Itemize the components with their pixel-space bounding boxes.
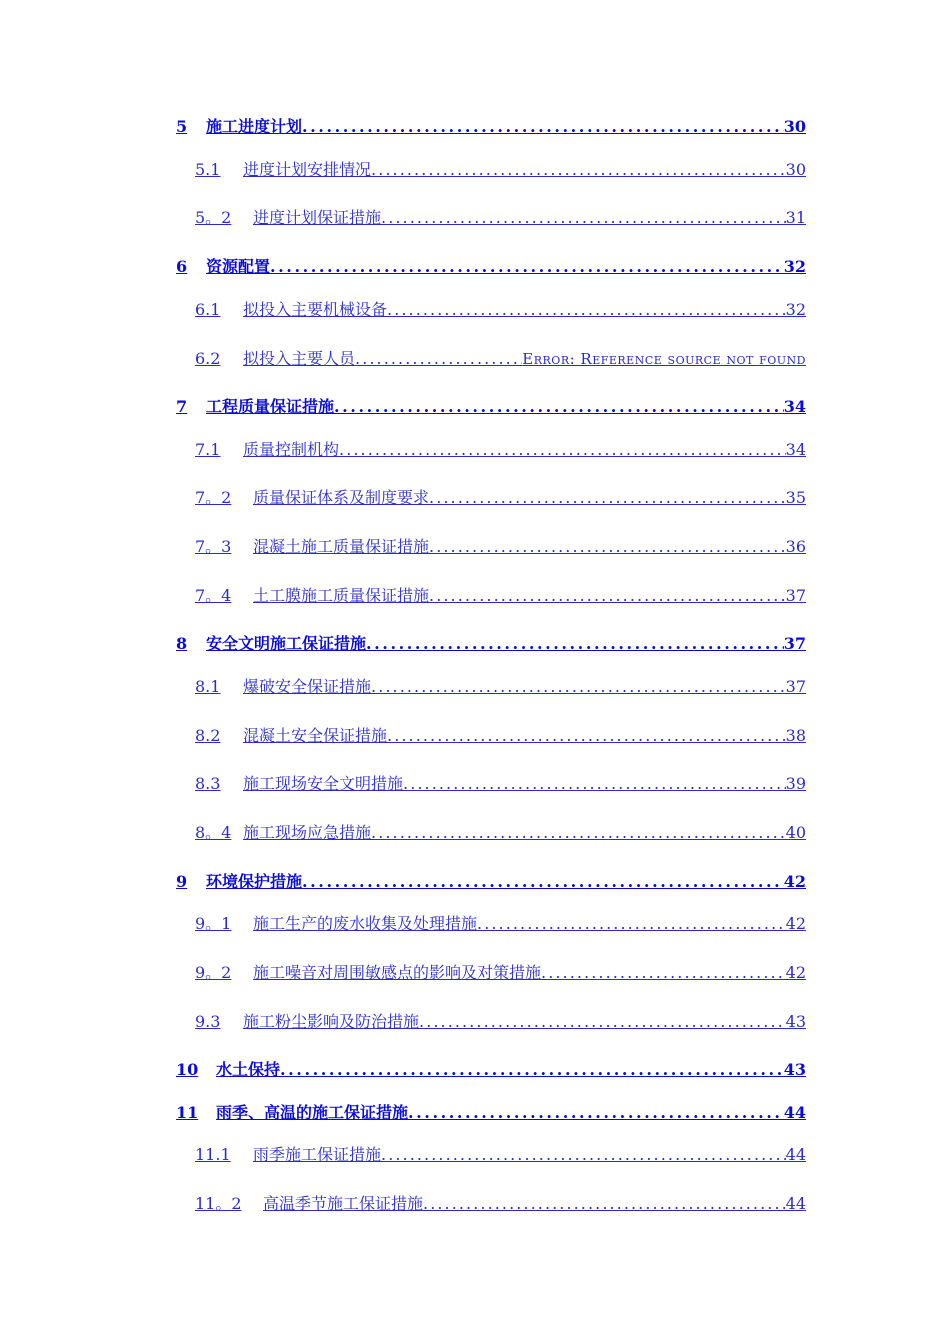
toc-title: 施工进度计划: [206, 117, 303, 136]
toc-entry-9-1[interactable]: [195, 914, 806, 934]
dot-leader: [270, 257, 784, 277]
toc-title: 工程质量保证措施: [206, 397, 335, 416]
toc-number: 6.2: [195, 349, 221, 368]
toc-title: 雨季施工保证措施: [253, 1145, 382, 1164]
toc-page-number: 30: [783, 117, 806, 136]
toc-error-reference: Error: Reference source not found: [522, 350, 806, 368]
dot-leader: [429, 586, 786, 606]
toc-entry-8-1[interactable]: [195, 677, 806, 697]
toc-title: 安全文明施工保证措施: [206, 634, 367, 653]
dot-leader: [339, 440, 786, 460]
toc-entry-5[interactable]: [176, 117, 806, 137]
toc-number: 8: [176, 634, 188, 653]
toc-page-number: 42: [785, 914, 806, 933]
toc-page-number: 32: [785, 300, 806, 319]
toc-title: 施工现场应急措施: [243, 823, 372, 842]
toc-page-number: 43: [785, 1012, 806, 1031]
toc-entry-6-1[interactable]: [195, 300, 806, 320]
toc-title: 混凝土施工质量保证措施: [253, 537, 430, 556]
toc-page-number: 37: [783, 634, 806, 653]
toc-title: 雨季、高温的施工保证措施: [216, 1103, 409, 1122]
toc-page-number: 42: [785, 963, 806, 982]
toc-entry-5-1[interactable]: [195, 160, 806, 180]
dot-leader: [366, 634, 784, 654]
dot-leader: [403, 774, 786, 794]
toc-title: 质量保证体系及制度要求: [253, 488, 430, 507]
toc-title: 爆破安全保证措施: [243, 677, 372, 696]
toc-entry-8-4[interactable]: [195, 823, 806, 843]
dot-leader: [477, 914, 786, 934]
toc-title: 环境保护措施: [206, 872, 303, 891]
toc-entry-11-2[interactable]: [195, 1194, 806, 1214]
toc-title: 施工生产的废水收集及处理措施: [253, 914, 478, 933]
toc-page-number: 43: [783, 1060, 806, 1079]
toc-page-number: 44: [783, 1103, 806, 1122]
toc-entry-9-3[interactable]: [195, 1012, 806, 1032]
toc-page-number: 32: [783, 257, 806, 276]
dot-leader: [371, 160, 786, 180]
toc-entry-8-3[interactable]: [195, 774, 806, 794]
dot-leader: [302, 117, 784, 137]
toc-number: 9: [176, 872, 188, 891]
toc-number: 9。1: [195, 914, 232, 933]
toc-entry-6-2[interactable]: [195, 349, 806, 369]
toc-entry-10[interactable]: [176, 1060, 806, 1080]
toc-number: 10: [176, 1060, 199, 1079]
toc-title: 施工粉尘影响及防治措施: [243, 1012, 420, 1031]
toc-page-number: 39: [785, 774, 806, 793]
dot-leader: [387, 300, 786, 320]
toc-number: 7.1: [195, 440, 221, 459]
dot-leader: [355, 349, 522, 369]
toc-title: 质量控制机构: [243, 440, 340, 459]
toc-number: 8.1: [195, 677, 221, 696]
toc-page-number: 37: [785, 677, 806, 696]
toc-number: 7。2: [195, 488, 232, 507]
toc-number: 11.1: [195, 1145, 231, 1164]
dot-leader: [371, 823, 786, 843]
toc-entry-7-1[interactable]: [195, 440, 806, 460]
toc-title: 拟投入主要人员: [243, 349, 356, 368]
toc-title: 施工现场安全文明措施: [243, 774, 404, 793]
toc-number: 11。2: [195, 1194, 242, 1213]
toc-title: 高温季节施工保证措施: [263, 1194, 424, 1213]
toc-entry-8[interactable]: [176, 634, 806, 654]
toc-number: 6.1: [195, 300, 221, 319]
toc-title: 土工膜施工质量保证措施: [253, 586, 430, 605]
dot-leader: [371, 677, 786, 697]
toc-entry-6[interactable]: [176, 257, 806, 277]
toc-title: 混凝土安全保证措施: [243, 726, 388, 745]
dot-leader: [541, 963, 786, 983]
toc-page-number: 42: [783, 872, 806, 891]
toc-number: 7。4: [195, 586, 232, 605]
toc-entry-9[interactable]: [176, 872, 806, 892]
toc-entry-7-3[interactable]: [195, 537, 806, 557]
toc-number: 5。2: [195, 208, 232, 227]
toc-title: 拟投入主要机械设备: [243, 300, 388, 319]
toc-entry-9-2[interactable]: [195, 963, 806, 983]
toc-number: 9.3: [195, 1012, 221, 1031]
toc-title: 进度计划安排情况: [243, 160, 372, 179]
toc-number: 9。2: [195, 963, 232, 982]
toc-page-number: 34: [785, 440, 806, 459]
toc-number: 5.1: [195, 160, 221, 179]
toc-number: 11: [176, 1103, 199, 1122]
toc-page-number: 35: [785, 488, 806, 507]
dot-leader: [334, 397, 784, 417]
toc-page-number: 40: [785, 823, 806, 842]
toc-page-number: 44: [785, 1145, 806, 1164]
dot-leader: [302, 872, 784, 892]
toc-entry-7[interactable]: [176, 397, 806, 417]
toc-page-number: 30: [785, 160, 806, 179]
dot-leader: [381, 1145, 786, 1165]
toc-number: 7。3: [195, 537, 232, 556]
toc-number: 8。4: [195, 823, 232, 842]
toc-number: 8.2: [195, 726, 221, 745]
toc-number: 5: [176, 117, 188, 136]
toc-entry-5-2[interactable]: [195, 208, 806, 228]
toc-page-number: 34: [783, 397, 806, 416]
dot-leader: [387, 726, 786, 746]
toc-number: 7: [176, 397, 188, 416]
dot-leader: [423, 1194, 786, 1214]
dot-leader: [408, 1103, 784, 1123]
dot-leader: [429, 488, 786, 508]
toc-entry-11[interactable]: [176, 1103, 806, 1123]
dot-leader: [381, 208, 786, 228]
dot-leader: [280, 1060, 784, 1080]
dot-leader: [419, 1012, 786, 1032]
toc-page-number: 36: [785, 537, 806, 556]
toc-page-number: 44: [785, 1194, 806, 1213]
dot-leader: [429, 537, 786, 557]
toc-title: 进度计划保证措施: [253, 208, 382, 227]
toc-title: 资源配置: [206, 257, 271, 276]
toc-title: 水土保持: [216, 1060, 281, 1079]
toc-page-number: 38: [785, 726, 806, 745]
toc-entry-7-4[interactable]: [195, 586, 806, 606]
toc-number: 6: [176, 257, 188, 276]
toc-page-number: 31: [785, 208, 806, 227]
toc-page-number: 37: [785, 586, 806, 605]
toc-title: 施工噪音对周围敏感点的影响及对策措施: [253, 963, 542, 982]
toc-number: 8.3: [195, 774, 221, 793]
toc-entry-11-1[interactable]: [195, 1145, 806, 1165]
toc-entry-7-2[interactable]: [195, 488, 806, 508]
toc-entry-8-2[interactable]: [195, 726, 806, 746]
